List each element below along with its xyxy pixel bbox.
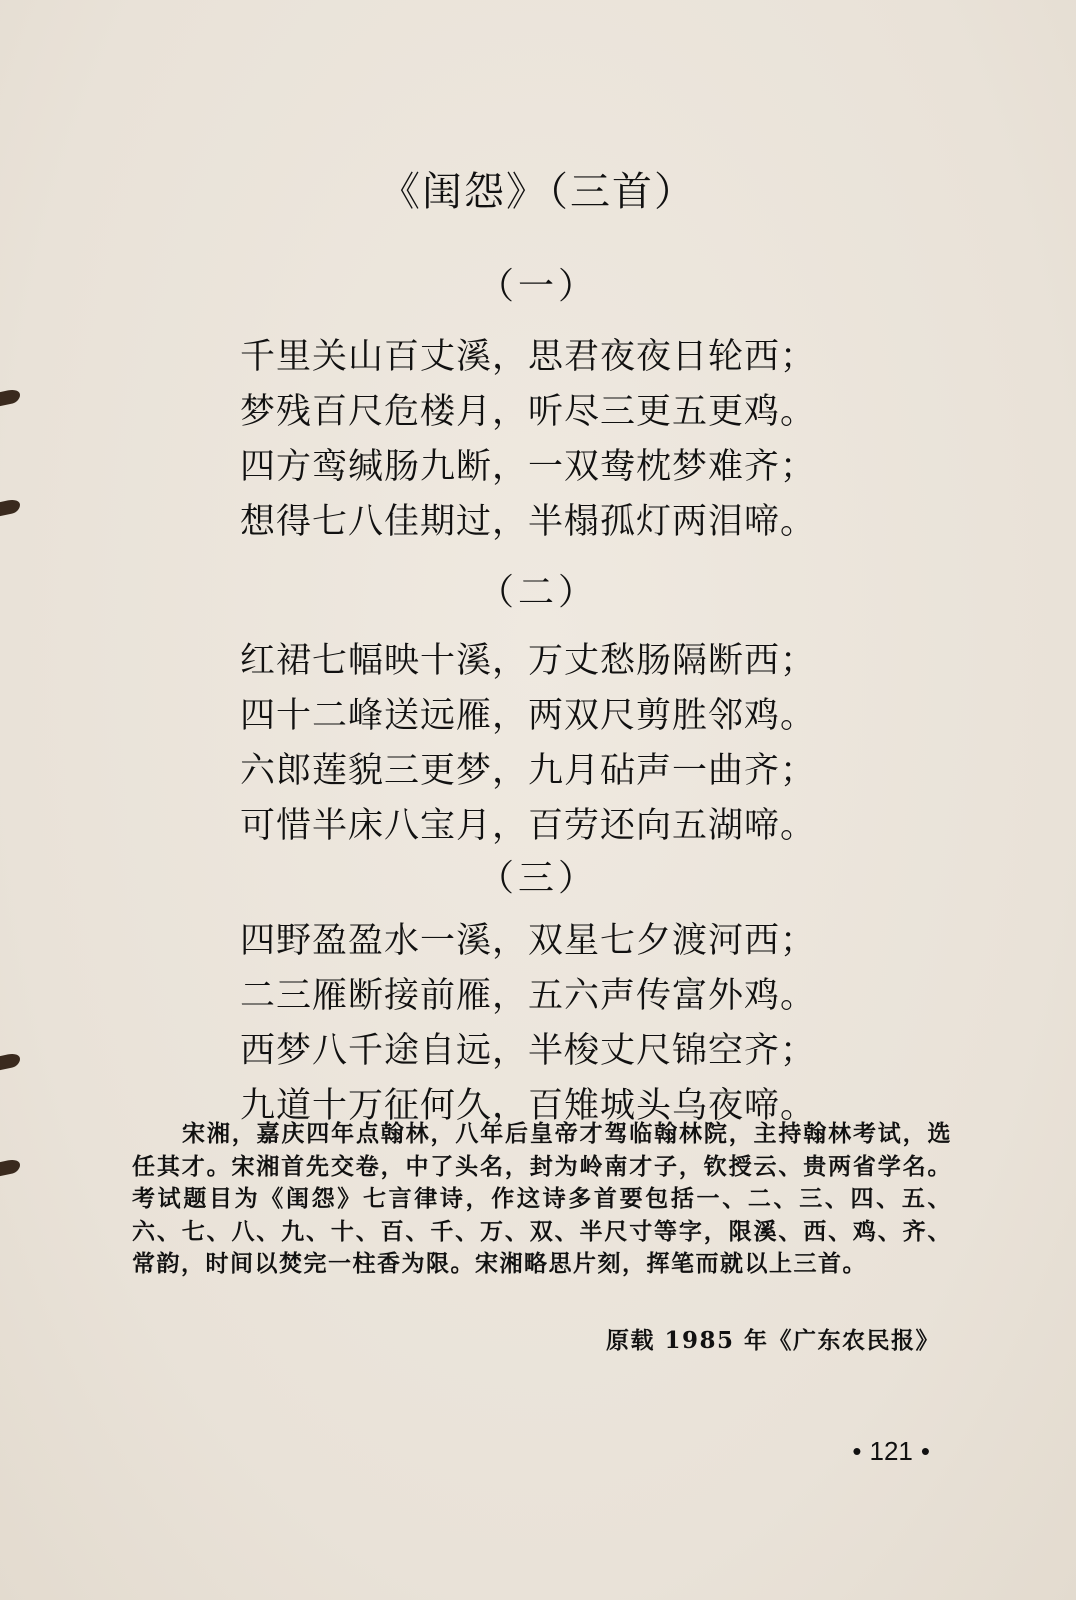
poem-line: 四方鸾缄肠九断，一双鸯枕梦难齐； <box>240 447 817 487</box>
poem-line: 西梦八千途自远，半梭丈尺锦空齐； <box>240 1031 817 1071</box>
punch-hole <box>0 1158 20 1176</box>
poem-line: 九道十万征何久，百雉城头乌夜啼。 <box>240 1086 817 1126</box>
punch-hole <box>0 388 20 406</box>
section-heading-2: （二） <box>477 572 598 613</box>
section-heading-1: （一） <box>477 266 598 307</box>
poem-line: 可惜半床八宝月，百劳还向五湖啼。 <box>240 806 817 846</box>
page-number-bullet-right: • <box>920 1436 930 1466</box>
poem-line: 梦残百尺危楼月，听尽三更五更鸡。 <box>240 392 817 432</box>
punch-hole <box>0 498 20 516</box>
punch-hole <box>0 1052 20 1070</box>
poem-2 <box>240 634 860 854</box>
page-number <box>844 1436 938 1467</box>
poem-line: 二三雁断接前雁，五六声传富外鸡。 <box>240 976 817 1016</box>
poem-line: 四十二峰送远雁，两双尺剪胜邻鸡。 <box>240 696 817 736</box>
poem-1 <box>240 330 860 550</box>
page-title: 《闺怨》（三首） <box>380 169 696 215</box>
poem-line: 六郎莲貌三更梦，九月砧声一曲齐； <box>240 751 817 791</box>
page-number-bullet-left: • <box>852 1436 862 1466</box>
poem-3 <box>240 914 860 1134</box>
poem-line: 四野盈盈水一溪，双星七夕渡河西； <box>240 921 817 961</box>
background-note: 宋湘，嘉庆四年点翰林，八年后皇帝才驾临翰林院，主持翰林考试，选任其才。宋湘首先交卷，中了头名，封为岭南才子，钦授云、贵两省学名。考试题目为《闺怨》七言律诗，作这诗多首要包括一、二、三、四、五、六、七、八、九、十、百、千、万、双、半尺寸等字，限溪、西、鸡、齐、常韵，时间以焚完一柱香为限。宋湘略思片刻，挥笔而就以上三首。 <box>132 1120 952 1277</box>
poem-line: 红裙七幅映十溪，万丈愁肠隔断西； <box>240 641 817 681</box>
poem-line: 千里关山百丈溪，思君夜夜日轮西； <box>240 337 817 377</box>
poem-line: 想得七八佳期过，半榻孤灯两泪啼。 <box>240 502 817 542</box>
page-number-value: 121 <box>869 1436 913 1466</box>
section-heading-3: （三） <box>477 858 598 899</box>
source-citation: 原载 1985 年《广东农民报》 <box>605 1327 940 1354</box>
